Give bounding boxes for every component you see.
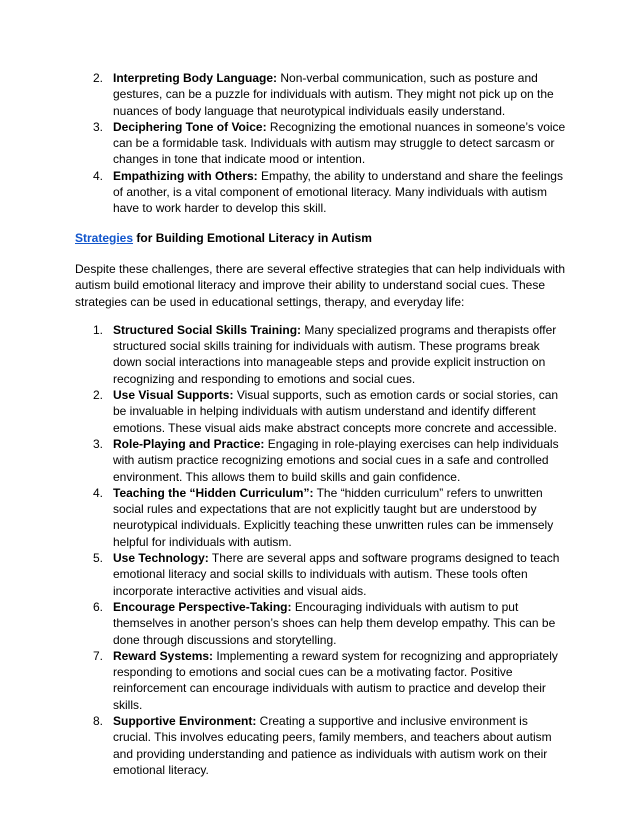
list-text: Creating a supportive and inclusive environment is crucial. This involves educating peers, family members, and teachers about autism and providing understanding and patience as individuals with autism work on their emotional literacy. bbox=[113, 713, 552, 777]
list-item bbox=[75, 387, 567, 436]
list-item bbox=[75, 70, 567, 119]
list-item bbox=[75, 648, 567, 713]
strategies-list bbox=[75, 322, 567, 778]
list-term: Structured Social Skills Training: bbox=[113, 322, 302, 337]
list-text: Empathy, the ability to understand and share the feelings of another, is a vital component of emotional literacy. Many individuals with autism have to work harder to develop this skill. bbox=[113, 168, 563, 216]
list-term: Reward Systems: bbox=[113, 648, 214, 663]
document-body bbox=[75, 70, 567, 778]
list-text: Encouraging individuals with autism to put themselves in another person’s shoes can help them develop empathy. This can be done through discussions and storytelling. bbox=[113, 599, 556, 647]
section-heading bbox=[75, 230, 567, 246]
list-number: 2. bbox=[93, 388, 104, 403]
list-number: 8. bbox=[93, 713, 104, 728]
list-item bbox=[75, 599, 567, 648]
list-item bbox=[75, 168, 567, 217]
list-term: Supportive Environment: bbox=[113, 713, 257, 728]
list-item bbox=[75, 322, 567, 387]
list-text: Engaging in role-playing exercises can help individuals with autism practice recognizing emotions and social cues in a safe and controlled environment. This allows them to build skills and gain confidence. bbox=[113, 436, 559, 484]
list-number: 7. bbox=[93, 648, 104, 663]
list-number: 5. bbox=[93, 551, 104, 566]
list-term: Empathizing with Others: bbox=[113, 168, 258, 183]
section-heading-text: for Building Emotional Literacy in Autism bbox=[133, 230, 372, 245]
list-text: Implementing a reward system for recognizing and appropriately responding to emotions and social cues can be a motivating factor. Positive reinforcement can encourage individuals with autism to practice and develop their skills. bbox=[113, 648, 558, 712]
list-text: Recognizing the emotional nuances in someone’s voice can be a formidable task. Individuals with autism may struggle to detect sarcasm or changes in tone that indicate mood or intention. bbox=[113, 119, 566, 167]
list-number: 1. bbox=[93, 322, 104, 337]
list-number: 3. bbox=[93, 119, 104, 134]
challenges-list bbox=[75, 70, 567, 217]
list-number: 6. bbox=[93, 599, 104, 614]
list-text: Visual supports, such as emotion cards or social stories, can be invaluable in helping individuals with autism understand and identify different emotions. These visual aids make abstract concepts more concrete and accessible. bbox=[113, 388, 559, 435]
list-number: 3. bbox=[93, 436, 104, 451]
intro-paragraph: Despite these challenges, there are several effective strategies that can help individuals with autism build emotional literacy and improve their ability to understand social cues. These strategies can be used in educational settings, therapy, and everyday life: bbox=[75, 261, 566, 309]
list-text: Many specialized programs and therapists offer structured social skills training for individuals with autism. These programs break down social interactions into manageable steps and provide explicit instruction on recognizing and responding to emotions and social cues. bbox=[113, 322, 557, 386]
list-term: Role-Playing and Practice: bbox=[113, 436, 265, 451]
list-text: There are several apps and software programs designed to teach emotional literacy and social skills to individuals with autism. These tools often incorporate interactive activities and visual aids. bbox=[113, 551, 560, 598]
list-term: Interpreting Body Language: bbox=[113, 71, 278, 85]
list-item bbox=[75, 485, 567, 550]
list-item bbox=[75, 550, 567, 599]
list-term: Use Visual Supports: bbox=[113, 388, 234, 403]
list-item bbox=[75, 713, 567, 778]
list-text: Non-verbal communication, such as posture and gestures, can be a puzzle for individuals with autism. They might not pick up on the nuances of body language that neurotypical individuals easily understand. bbox=[113, 71, 554, 118]
list-item bbox=[75, 436, 567, 485]
list-term: Use Technology: bbox=[113, 551, 209, 566]
list-text: The “hidden curriculum” refers to unwritten social rules and expectations that are not explicitly taught but are understood by neurotypical individuals. Explicitly teaching these unwritten rules can be immensely helpful for individuals with autism. bbox=[113, 485, 554, 549]
strategies-link[interactable]: Strategies bbox=[75, 230, 134, 245]
list-term: Deciphering Tone of Voice: bbox=[113, 119, 267, 134]
list-number: 4. bbox=[93, 168, 104, 183]
list-term: Encourage Perspective-Taking: bbox=[113, 599, 292, 614]
list-term: Teaching the “Hidden Curriculum”: bbox=[113, 485, 314, 500]
list-number: 2. bbox=[93, 71, 104, 85]
list-number: 4. bbox=[93, 485, 104, 500]
list-item bbox=[75, 119, 567, 168]
